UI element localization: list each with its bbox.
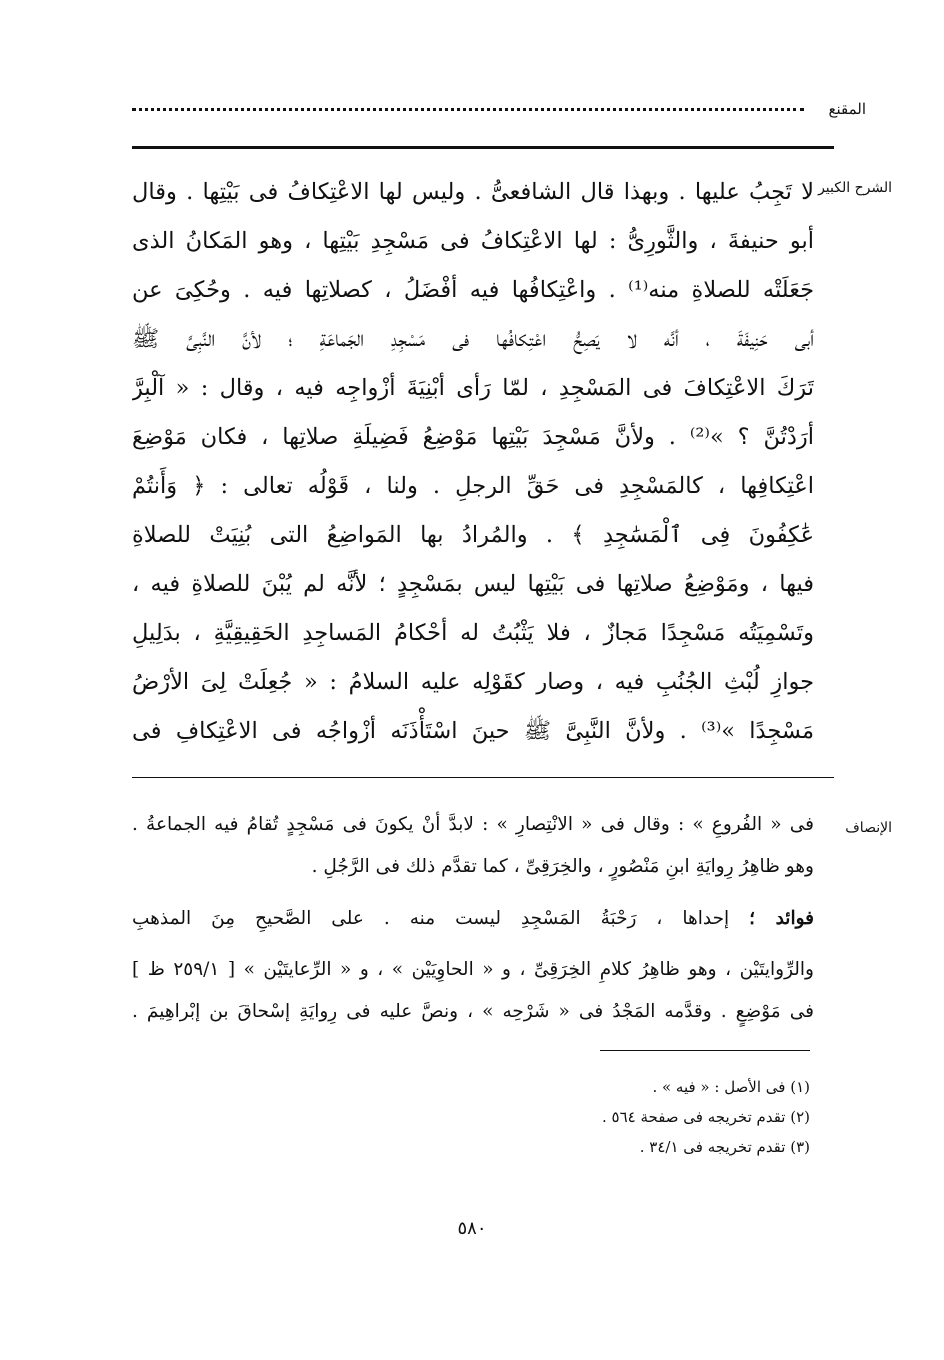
section-label-insaf: الإنصاف — [845, 820, 892, 836]
fawaid-line: فى مَوْضِعٍ . وقدَّمه المَجْدُ فى « شَرْحِه » ، ونصَّ عليه فى رِوايَةِ إسْحاقَ بن إبْراهِيمَ . — [132, 1001, 814, 1022]
footnote-rule — [600, 1050, 810, 1051]
fawaid-text: إحداها ، رَحْبَةُ المَسْجِدِ ليست منه . على الصَّحيحِ مِنَ المذهبِ — [132, 908, 730, 929]
section-label-sharh: الشرح الكبير — [818, 180, 892, 196]
main-text-line: عَٰكِفُونَ فِى ٱلْمَسَٰجِدِ ﴾ . والمُرادُ بها المَواضِعُ التى بُنِيَتْ للصلاةِ — [132, 522, 814, 548]
footnote: (٣) تقدم تخريجه فى ٣٤/١ . — [639, 1138, 810, 1156]
insaf-text-line: فى « الفُروعِ » : وقال فى « الانْتِصارِ » : لابدَّ أنْ يكونَ فى مَسْجِدٍ تُقامُ فيه الجماعةُ . — [132, 814, 814, 835]
main-text-line: وتَسْمِيَتُه مَسْجِدًا مَجازٌ ، فلا يَثْبُتُ له أحْكامُ المَساجِدِ الحَقِيقِيَّةِ ، بدَلِيلِ — [132, 620, 814, 646]
main-text-line: جَعَلَتْه للصلاةِ منه⁽¹⁾ . واعْتِكافُها فيه أفْضَلُ ، كصلاتِها فيه . وحُكِىَ عن — [132, 277, 814, 303]
header-dotted-rule — [132, 108, 804, 111]
main-text-line: أبى حَنِيفَةَ ، أنَّه لا يَصِحُّ اعْتِكافُها فى مَسْجِدِ الجَماعَةِ ؛ لأنَّ النَّبِىَّ ﷺ — [132, 326, 814, 352]
header-title: المقنع — [828, 100, 866, 118]
fawaid-line: والرِّوايتَيْن ، وهو ظاهِرُ كلامِ الخِرَقِىِّ ، و « الحاوِيَيْن » ، و « الرِّعايتَيْن » [ ٢٥٩/١ ظ ] — [132, 959, 814, 980]
main-text-line: تَرَكَ الاعْتِكافَ فى المَسْجِدِ ، لمّا رَأى أبْنِيَةَ أزْواجِه فيه ، وقال : « آلْبِرَّ — [132, 375, 814, 401]
page-number: ٥٨٠ — [457, 1218, 487, 1239]
footnote: (٢) تقدم تخريجه فى صفحة ٥٦٤ . — [601, 1108, 810, 1126]
fawaid-line — [132, 900, 814, 938]
header-rule — [132, 146, 834, 149]
main-text-line: جوازِ لُبْثِ الجُنُبِ فيه ، وصار كقَوْلِه عليه السلامُ : « جُعِلَتْ لِىَ الأرْضُ — [132, 669, 814, 695]
main-text-line: أرَدْتُنَّ ؟ »⁽²⁾ . ولأنَّ مَسْجِدَ بَيْتِها مَوْضِعُ فَضِيلَةِ صلاتِها ، فكان مَوْضِعَ — [132, 424, 814, 450]
main-text-line: فيها ، ومَوْضِعُ صلاتِها فى بَيْتِها ليس بمَسْجِدٍ ؛ لأنَّه لم يُبْنَ للصلاةِ فيه ، — [132, 571, 814, 597]
main-text-line: لا تَجِبُ عليها . وبهذا قال الشافعىُّ . وليس لها الاعْتِكافُ فى بَيْتِها . وقال — [132, 179, 814, 205]
main-text-line: مَسْجِدًا »⁽³⁾ . ولأنَّ النَّبِىَّ ﷺ حينَ اسْتَأْذَنَه أزْواجُه فى الاعْتِكافِ فى — [132, 718, 814, 744]
insaf-text-line: وهو ظاهِرُ رِوايَةِ ابنِ مَنْصُورٍ ، والخِرَقِىِّ ، كما تقدَّم ذلك فى الرَّجُلِ . — [311, 856, 814, 877]
main-text-line: أبو حنيفةَ ، والثَّورِىُّ : لها الاعْتِكافُ فى مَسْجِدِ بَيْتِها ، وهو المَكانُ الذى — [132, 228, 814, 254]
footnote: (١) فى الأصل : « فيه » . — [652, 1078, 810, 1096]
fawaid-lead: فوائد ؛ — [749, 908, 814, 929]
section-divider — [132, 777, 834, 778]
main-text-line: اعْتِكافِها ، كالمَسْجِدِ فى حَقِّ الرجلِ . ولنا ، قَوْلُه تعالى : ﴿ وَأَنتُمْ — [132, 473, 814, 499]
